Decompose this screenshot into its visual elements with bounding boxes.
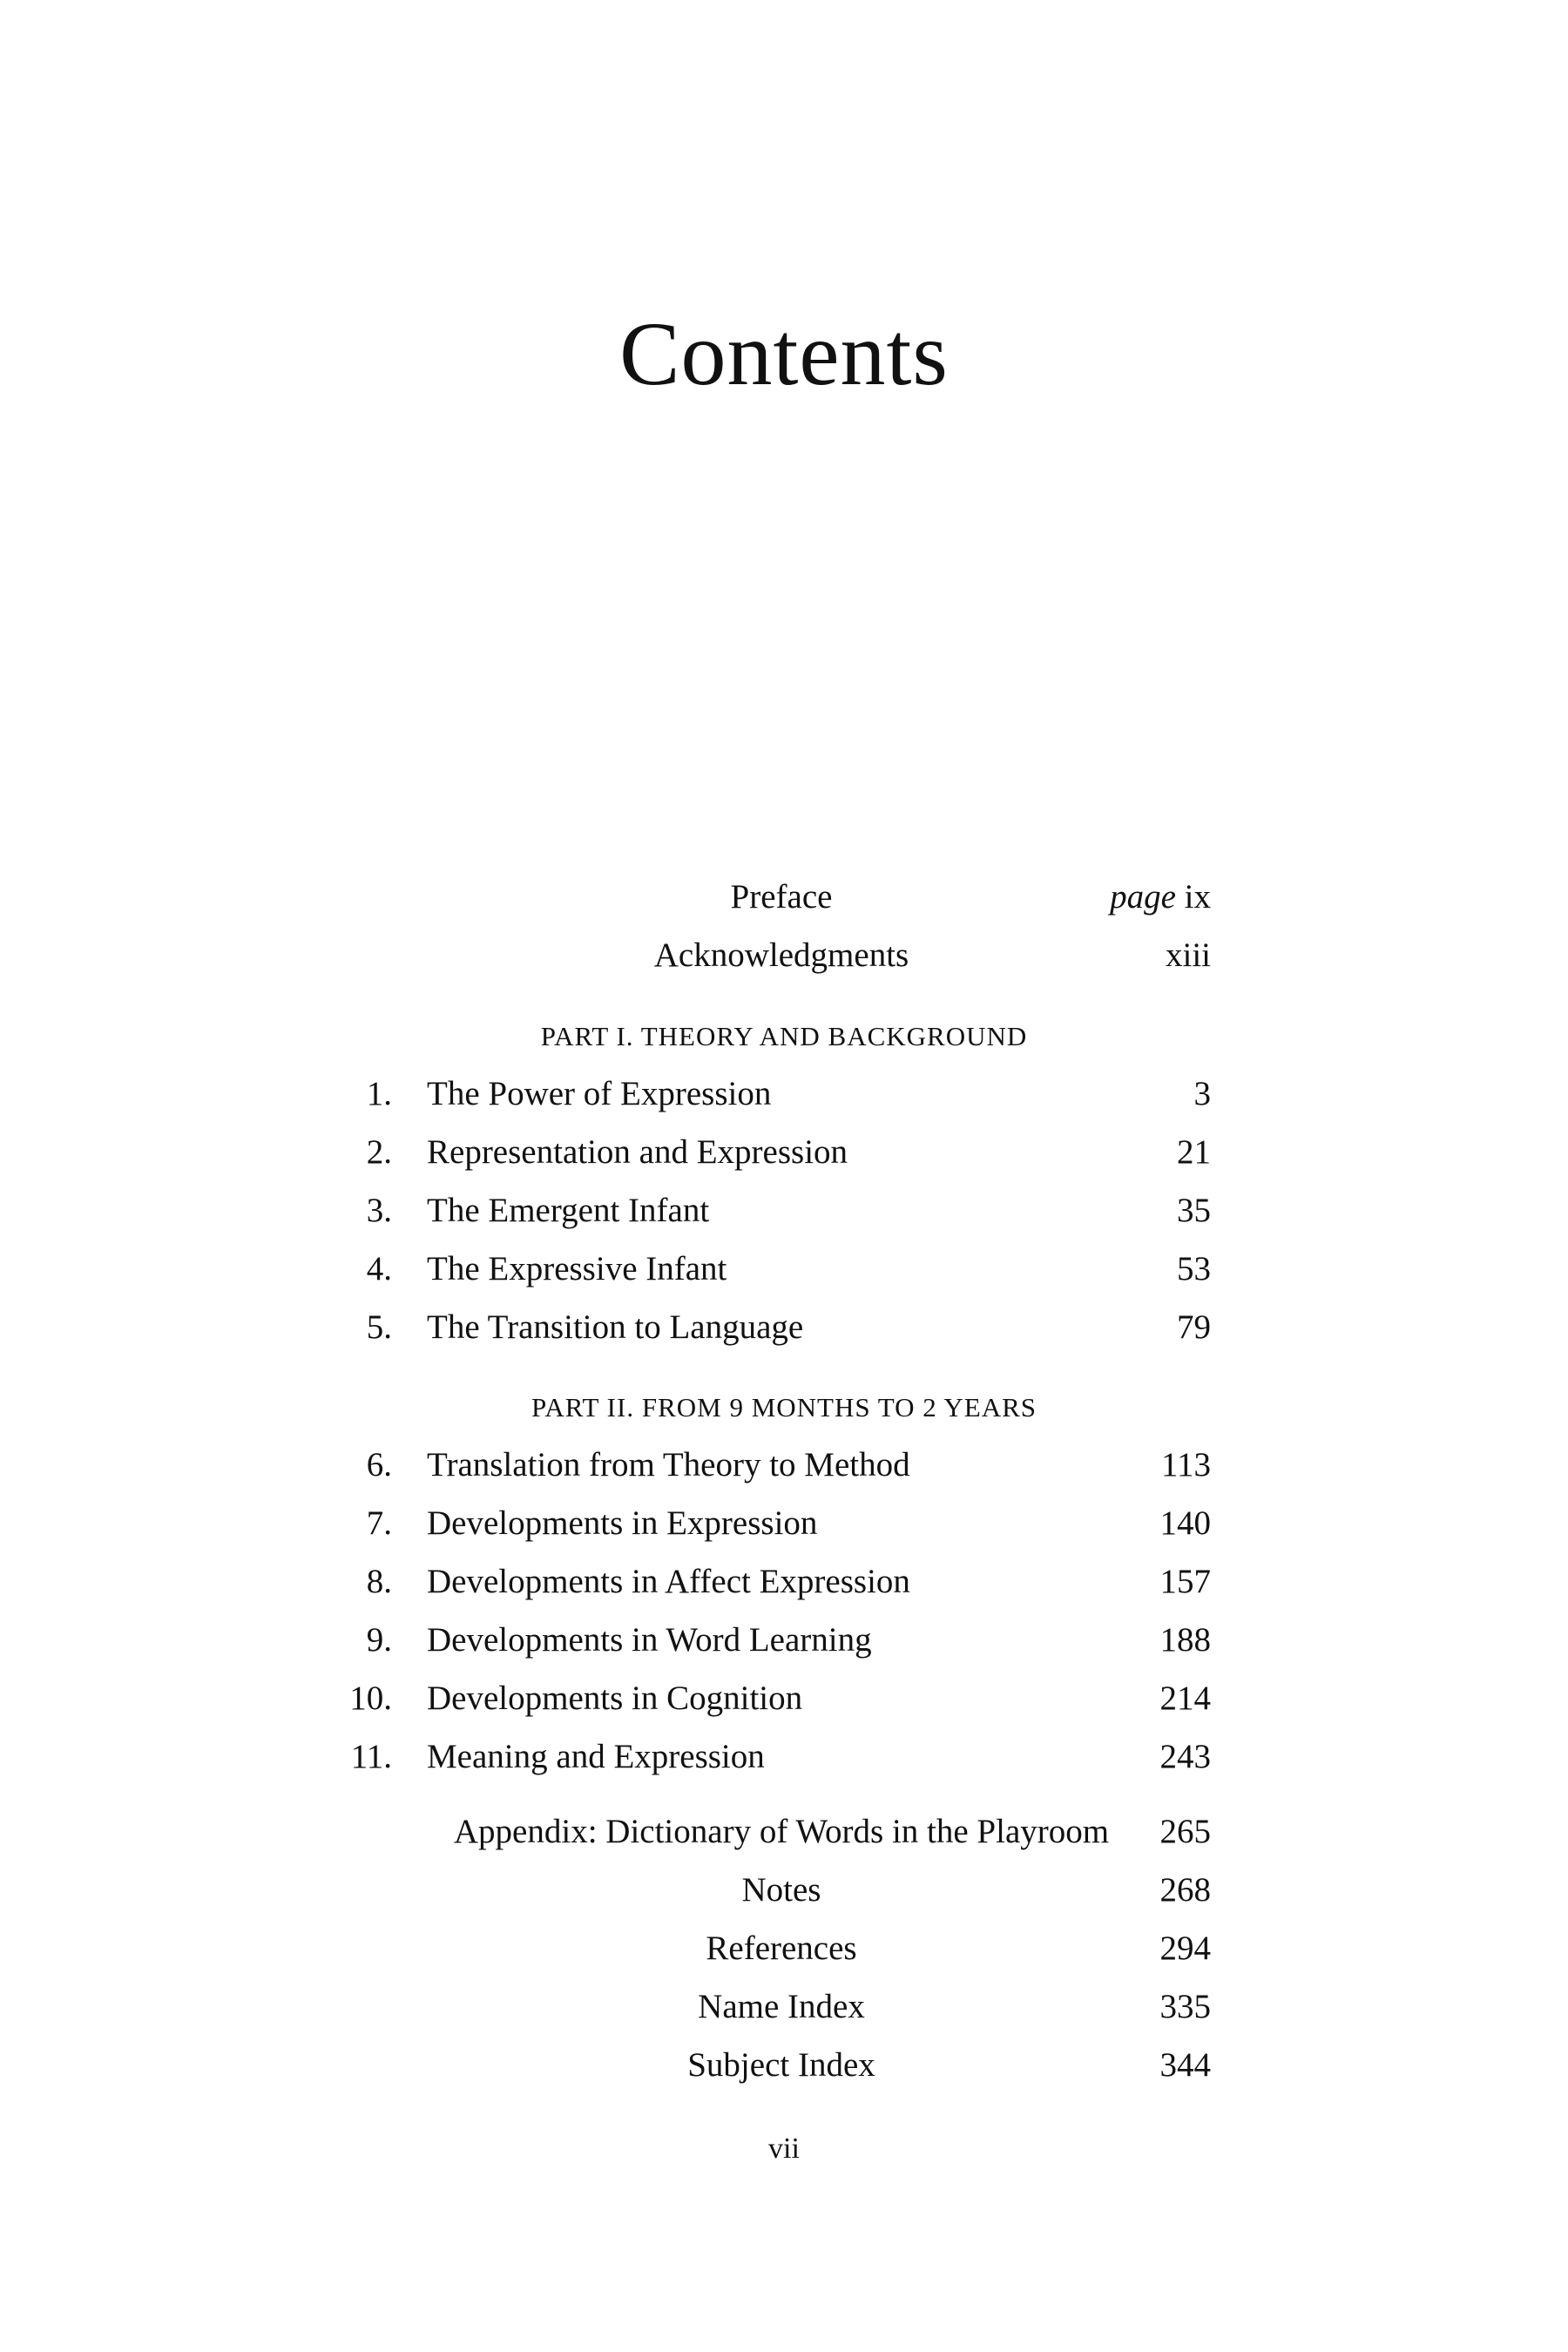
toc-entry-chapter[interactable]: [0, 1678, 1568, 1720]
chapter-page: 53: [1177, 1250, 1211, 1288]
chapter-number: 7.: [366, 1504, 392, 1542]
chapter-page: 157: [1159, 1563, 1211, 1600]
entry-title: Appendix: Dictionary of Words in the Playroom: [453, 1813, 1110, 1850]
toc-entry-chapter[interactable]: [0, 1619, 1568, 1661]
chapter-number: 3.: [366, 1192, 392, 1229]
entry-page: 268: [1159, 1871, 1211, 1909]
chapter-number: 4.: [366, 1250, 392, 1288]
part-heading: PART I. THEORY AND BACKGROUND: [540, 1021, 1028, 1051]
toc-entry-subject-index[interactable]: [0, 2044, 1568, 2086]
page-label: page: [1110, 878, 1176, 916]
chapter-page: 214: [1159, 1680, 1211, 1717]
chapter-number: 1.: [366, 1075, 392, 1112]
chapter-title: The Emergent Infant: [427, 1192, 710, 1229]
toc-entry-chapter[interactable]: [0, 1132, 1568, 1173]
chapter-number: 10.: [349, 1680, 392, 1717]
entry-page: xiii: [1165, 936, 1211, 974]
entry-page: 344: [1159, 2046, 1211, 2084]
chapter-page: 3: [1193, 1075, 1211, 1112]
chapter-number: 2.: [366, 1133, 392, 1171]
entry-page: 335: [1159, 1988, 1211, 2025]
chapter-title: The Power of Expression: [427, 1075, 772, 1112]
chapter-title: The Expressive Infant: [427, 1250, 727, 1288]
entry-page: 294: [1159, 1930, 1211, 1967]
toc-entry-acknowledgments[interactable]: [0, 935, 1568, 977]
entry-title: References: [706, 1930, 857, 1967]
toc-entry-chapter[interactable]: [0, 1190, 1568, 1232]
entry-page: [1106, 876, 1211, 918]
toc-entry-chapter[interactable]: [0, 1248, 1568, 1290]
chapter-page: 35: [1177, 1192, 1211, 1229]
entry-title: Name Index: [698, 1988, 865, 2025]
toc-entry-chapter[interactable]: [0, 1073, 1568, 1115]
chapter-number: 5.: [366, 1308, 392, 1346]
toc-entry-appendix[interactable]: [0, 1811, 1568, 1853]
chapter-title: Developments in Affect Expression: [427, 1563, 910, 1600]
toc-entry-chapter[interactable]: [0, 1307, 1568, 1348]
chapter-title: The Transition to Language: [427, 1308, 804, 1346]
chapter-number: 11.: [350, 1738, 392, 1775]
toc-entry-chapter[interactable]: [0, 1736, 1568, 1778]
chapter-page: 21: [1177, 1133, 1211, 1171]
page-number: ix: [1184, 878, 1211, 916]
chapter-page: 243: [1159, 1738, 1211, 1775]
entry-title: Notes: [741, 1871, 821, 1909]
part-heading: PART II. FROM 9 MONTHS TO 2 YEARS: [531, 1392, 1037, 1423]
chapter-title: Developments in Word Learning: [427, 1621, 872, 1659]
chapter-title: Translation from Theory to Method: [427, 1446, 910, 1484]
page-number-folio: vii: [768, 2132, 800, 2165]
entry-page: 265: [1159, 1813, 1211, 1850]
chapter-page: 140: [1159, 1504, 1211, 1542]
toc-entry-references[interactable]: [0, 1928, 1568, 1970]
chapter-number: 6.: [366, 1446, 392, 1484]
toc-entry-chapter[interactable]: [0, 1503, 1568, 1544]
chapter-number: 9.: [366, 1621, 392, 1659]
toc-entry-chapter[interactable]: [0, 1561, 1568, 1603]
toc-entry-preface[interactable]: [0, 876, 1568, 918]
chapter-title: Developments in Expression: [427, 1504, 818, 1542]
chapter-title: Developments in Cognition: [427, 1680, 803, 1717]
toc-entry-notes[interactable]: [0, 1869, 1568, 1911]
entry-title: Subject Index: [687, 2046, 875, 2084]
chapter-page: 113: [1160, 1446, 1211, 1484]
chapter-number: 8.: [366, 1563, 392, 1600]
page-title: Contents: [619, 304, 949, 404]
chapter-title: Meaning and Expression: [427, 1738, 765, 1775]
toc-entry-name-index[interactable]: [0, 1986, 1568, 2028]
chapter-page: 188: [1159, 1621, 1211, 1659]
toc-entry-chapter[interactable]: [0, 1444, 1568, 1486]
chapter-page: 79: [1177, 1308, 1211, 1346]
entry-title: Acknowledgments: [653, 936, 909, 974]
chapter-title: Representation and Expression: [427, 1133, 848, 1171]
entry-title: Preface: [730, 878, 833, 916]
